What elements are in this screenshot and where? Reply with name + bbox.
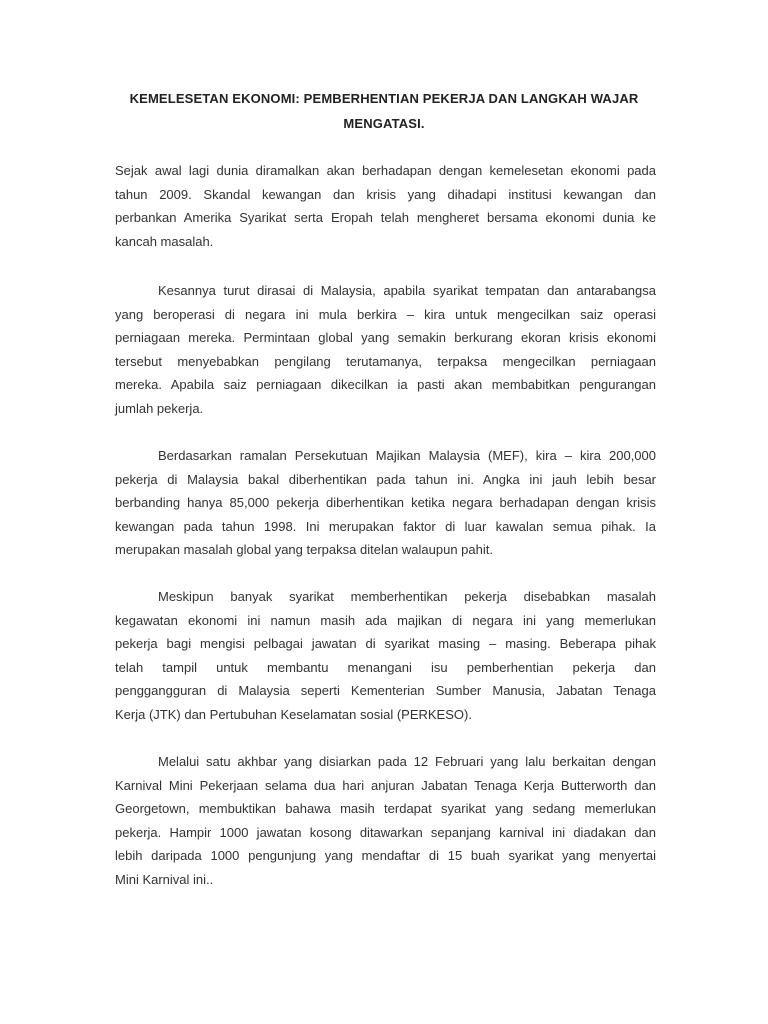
paragraph-line: perbankan Amerika Syarikat serta Eropah telah mengheret bersama ekonomi dunia ke bbox=[115, 210, 656, 226]
paragraph-line: Melalui satu akhbar yang disiarkan pada 12 Februari yang lalu berkaitan dengan bbox=[158, 754, 656, 769]
paragraph-line: yang beroperasi di negara ini mula berkira – kira untuk mengecilkan saiz operasi bbox=[115, 306, 656, 322]
paragraph-line: Mini Karnival ini.. bbox=[115, 872, 214, 887]
paragraph-line: pekerja. Hampir 1000 jawatan kosong ditawarkan sepanjang karnival ini diadakan dan bbox=[115, 824, 656, 840]
paragraph-line: tahun 2009. Skandal kewangan dan krisis yang dihadapi institusi kewangan dan bbox=[115, 186, 656, 202]
paragraph-line: Kerja (JTK) dan Pertubuhan Keselamatan sosial (PERKESO). bbox=[115, 707, 472, 722]
paragraph-line: Karnival Mini Pekerjaan selama dua hari anjuran Jabatan Tenaga Kerja Butterworth dan bbox=[115, 777, 656, 793]
paragraph-line: perniagaan mereka. Permintaan global yang semakin berkurang ekoran krisis ekonomi bbox=[115, 330, 656, 346]
paragraph-line: kancah masalah. bbox=[115, 233, 214, 249]
paragraph-line: pekerja di Malaysia bakal diberhentikan pada tahun ini. Angka ini jauh lebih besar bbox=[115, 471, 656, 487]
paragraph-line: jumlah pekerja. bbox=[115, 401, 204, 416]
paragraph-line: berbanding hanya 85,000 pekerja diberhentikan ketika negara berhadapan dengan krisis bbox=[115, 495, 656, 511]
paragraph-line: Meskipun banyak syarikat memberhentikan pekerja disebabkan masalah bbox=[158, 589, 656, 604]
paragraph-line: penggangguran di Malaysia seperti Kementerian Sumber Manusia, Jabatan Tenaga bbox=[115, 683, 656, 699]
paragraph-line: merupakan masalah global yang terpaksa ditelan walaupun pahit. bbox=[115, 542, 493, 558]
paragraph-line: Berdasarkan ramalan Persekutuan Majikan Malaysia (MEF), kira – kira 200,000 bbox=[158, 448, 656, 463]
paragraph-line: mereka. Apabila saiz perniagaan dikecilkan ia pasti akan membabitkan pengurangan bbox=[115, 377, 656, 393]
paragraph-line: Kesannya turut dirasai di Malaysia, apabila syarikat tempatan dan antarabangsa bbox=[158, 283, 656, 298]
paragraph-line: pekerja bagi mengisi pelbagai jawatan di syarikat masing – masing. Beberapa pihak bbox=[115, 636, 656, 652]
paragraph-line: tersebut menyebabkan pengilang terutamanya, terpaksa mengecilkan perniagaan bbox=[115, 353, 656, 369]
paragraph-line: lebih daripada 1000 pengunjung yang mendaftar di 15 buah syarikat yang menyertai bbox=[115, 848, 656, 864]
paragraph-line: telah tampil untuk membantu menangani isu pemberhentian pekerja dan bbox=[115, 659, 656, 675]
paragraph-line: kegawatan ekonomi ini namun masih ada majikan di negara ini yang memerlukan bbox=[115, 612, 656, 628]
paragraph-line: Georgetown, membuktikan bahawa masih terdapat syarikat yang sedang memerlukan bbox=[115, 801, 656, 817]
paragraph-line: kewangan pada tahun 1998. Ini merupakan faktor di luar kawalan semua pihak. Ia bbox=[115, 518, 656, 534]
document-title-line-2: MENGATASI. bbox=[343, 116, 425, 131]
paragraph-line: Sejak awal lagi dunia diramalkan akan berhadapan dengan kemelesetan ekonomi pada bbox=[115, 163, 656, 178]
document-title-line-1: KEMELESETAN EKONOMI: PEMBERHENTIAN PEKERJA DAN LANGKAH WAJAR bbox=[129, 91, 639, 106]
